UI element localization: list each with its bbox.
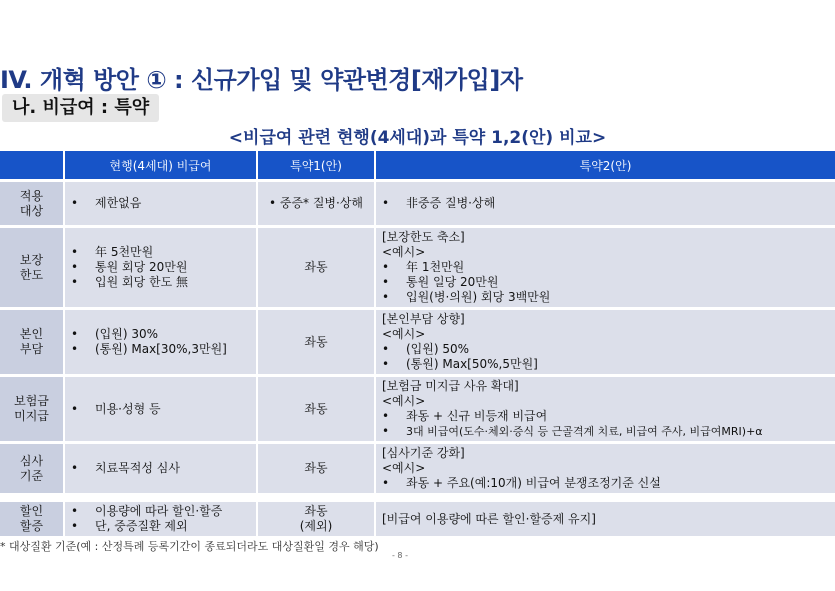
bullet-item <box>71 342 250 357</box>
special2-title: [보장한도 축소] <예시> <box>382 230 465 259</box>
bullet-item <box>382 290 829 305</box>
special1-cell: • 중증* 질병·상해 <box>256 179 374 225</box>
special2-cell <box>374 307 835 374</box>
bullet-item <box>382 260 829 275</box>
bullet-text: 입원 회당 한도 無 <box>95 275 188 289</box>
current-cell <box>63 441 256 493</box>
bullet-text: 좌동 + 신규 비등재 비급여 <box>406 409 548 423</box>
bullet-item <box>382 342 829 357</box>
bullet-item <box>71 504 250 519</box>
row-label: 할인 할증 <box>0 499 63 536</box>
special2-title: [보험금 미지급 사유 확대] <예시> <box>382 379 519 408</box>
bullet-item <box>382 275 829 290</box>
bullet-mark: • <box>71 401 79 416</box>
page-title: IV. 개혁 방안 ① : 신규가입 및 약관변경[재가입]자 <box>0 66 523 94</box>
bullet-item <box>71 327 250 342</box>
special2-cell <box>374 179 835 225</box>
current-cell <box>63 307 256 374</box>
bullet-item <box>382 424 829 439</box>
bullet-mark: • <box>382 342 390 356</box>
bullet-text: 입원(병·의원) 회당 3백만원 <box>406 290 551 304</box>
bullet-text: 年 5천만원 <box>95 245 154 259</box>
bullet-mark: • <box>71 504 79 518</box>
table-row <box>0 441 835 493</box>
header-special1: 특약1(안) <box>256 151 374 179</box>
bullet-mark: • <box>382 476 390 490</box>
bullet-mark: • <box>71 342 79 356</box>
current-cell <box>63 499 256 536</box>
special1-cell: 좌동 <box>256 225 374 307</box>
bullet-item <box>382 409 829 424</box>
bullet-mark: • <box>382 409 390 423</box>
bullet-text: 단, 중증질환 제외 <box>95 519 188 533</box>
table-row <box>0 307 835 374</box>
comparison-table <box>0 151 835 536</box>
table-row <box>0 225 835 307</box>
bullet-mark: • <box>71 260 79 274</box>
bullet-mark: • <box>382 290 390 304</box>
row-label: 보장 한도 <box>0 225 63 307</box>
bullet-text: 이용량에 따라 할인·할증 <box>95 504 223 518</box>
row-label: 심사 기준 <box>0 441 63 493</box>
header-special2: 특약2(안) <box>374 151 835 179</box>
table-caption: <비급여 관련 현행(4세대)과 특약 1,2(안) 비교> <box>228 128 607 148</box>
bullet-mark: • <box>71 461 79 475</box>
special1-cell: 좌동 <box>256 307 374 374</box>
bullet-text: 3대 비급여(도수·체외·증식 등 근골격계 치료, 비급여 주사, 비급여MRI)+α <box>406 425 763 438</box>
bullet-text: 좌동 + 주요(예:10개) 비급여 분쟁조정기준 신설 <box>406 476 661 490</box>
special2-title: [심사기준 강화] <예시> <box>382 446 465 475</box>
table-row <box>0 499 835 536</box>
bullet-mark: • <box>382 260 390 274</box>
bullet-text: 미용·성형 등 <box>95 401 161 416</box>
footnote: * 대상질환 기준(예 : 산정특례 등록기간이 종료되더라도 대상질환일 경우 해당) <box>0 540 379 553</box>
bullet-text: (입원) 30% <box>95 327 159 341</box>
bullet-text: 非중증 질병·상해 <box>406 196 496 210</box>
bullet-text: (통원) Max[30%,3만원] <box>95 342 227 356</box>
row-label: 적용 대상 <box>0 179 63 225</box>
current-cell <box>63 179 256 225</box>
bullet-item <box>71 196 250 211</box>
bullet-item <box>71 275 250 290</box>
bullet-text: 통원 일당 20만원 <box>406 275 499 289</box>
bullet-mark: • <box>71 275 79 289</box>
bullet-text: (입원) 50% <box>406 342 470 356</box>
special2-title: [본인부담 상향] <예시> <box>382 312 465 341</box>
bullet-item <box>71 402 250 417</box>
header-empty <box>0 151 63 179</box>
header-current: 현행(4세대) 비급여 <box>63 151 256 179</box>
bullet-mark: • <box>382 424 390 438</box>
bullet-item <box>71 519 250 534</box>
bullet-mark: • <box>71 327 79 341</box>
row-label: 보험금 미지급 <box>0 374 63 441</box>
row-label: 본인 부담 <box>0 307 63 374</box>
special1-cell: 좌동 <box>256 374 374 441</box>
bullet-item <box>382 357 829 372</box>
bullet-mark: • <box>71 519 79 533</box>
special2-cell: [비급여 이용량에 따른 할인·할증제 유지] <box>374 499 835 536</box>
special1-cell: 좌동 <box>256 441 374 493</box>
bullet-mark: • <box>382 357 390 371</box>
bullet-item <box>382 196 829 211</box>
bullet-mark: • <box>71 196 79 210</box>
bullet-mark: • <box>382 275 390 289</box>
table-row <box>0 374 835 441</box>
table-header-row <box>0 151 835 179</box>
page-number: - 8 - <box>392 551 408 560</box>
bullet-item <box>71 245 250 260</box>
special1-cell: 좌동 (제외) <box>256 499 374 536</box>
bullet-text: (통원) Max[50%,5만원] <box>406 357 538 371</box>
bullet-item <box>71 260 250 275</box>
bullet-text: 年 1천만원 <box>406 260 465 274</box>
special2-cell <box>374 441 835 493</box>
section-subtitle: 나. 비급여 : 특약 <box>2 94 159 122</box>
current-cell <box>63 225 256 307</box>
bullet-mark: • <box>71 245 79 259</box>
bullet-text: 제한없음 <box>95 196 142 210</box>
bullet-item <box>71 461 250 476</box>
current-cell <box>63 374 256 441</box>
bullet-mark: • <box>382 196 390 210</box>
bullet-text: 치료목적성 심사 <box>95 461 180 475</box>
bullet-text: 통원 회당 20만원 <box>95 260 188 274</box>
special2-cell <box>374 374 835 441</box>
bullet-item <box>382 476 829 491</box>
table-row <box>0 179 835 225</box>
special2-cell <box>374 225 835 307</box>
